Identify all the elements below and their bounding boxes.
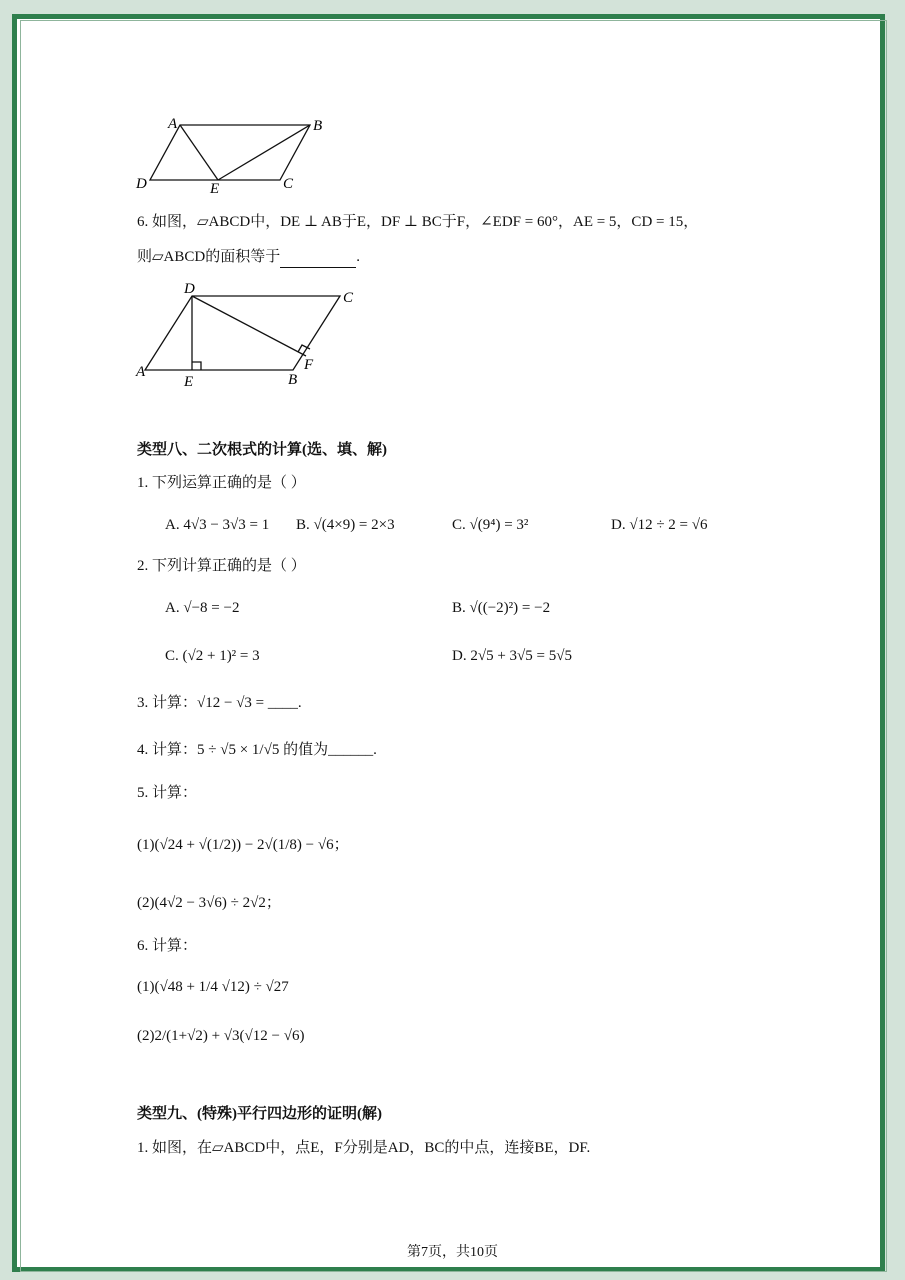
q6-period: . <box>356 249 360 265</box>
q6-line1 <box>137 212 698 232</box>
fig1-label-a: A <box>168 116 178 132</box>
fig2-right-angle-e <box>192 362 201 370</box>
s8q1-option-d[interactable]: D. √12 ÷ 2 = √6 <box>611 517 708 533</box>
fig2-label-a: A <box>136 364 146 380</box>
s8q4-stem: 4. 计算：5 ÷ √5 × 1/√5 的值为______. <box>137 742 377 758</box>
s8q6-part1: (1)(√48 + 1/4 √12) ÷ √27 <box>137 979 289 995</box>
s8q5-part1: (1)(√24 + √(1/2)) − 2√(1/8) − √6； <box>137 837 349 853</box>
s8q2-option-b[interactable]: B. √((−2)²) = −2 <box>452 600 551 616</box>
figure-parallelogram-2 <box>130 278 370 393</box>
s8q6-part2: (2)2/(1+√2) + √3(√12 − √6) <box>137 1028 305 1044</box>
q6-number: 6. <box>137 214 149 230</box>
s8q5-stem: 5. 计算： <box>137 785 198 801</box>
s8q2-stem: 2. 下列计算正确的是（ ） <box>137 558 306 574</box>
s8q5-part2: (2)(4√2 − 3√6) ÷ 2√2； <box>137 895 281 911</box>
section9-title: 类型九、(特殊)平行四边形的证明(解) <box>137 1106 382 1122</box>
fig1-label-d: D <box>136 176 147 192</box>
fig2-label-f: F <box>304 357 314 373</box>
page-frame <box>12 14 885 1272</box>
fig1-segment-be <box>218 125 310 180</box>
fig1-label-e: E <box>210 181 220 197</box>
s8q3-stem: 3. 计算：√12 − √3 = ____. <box>137 695 302 711</box>
section8-title: 类型八、二次根式的计算(选、填、解) <box>137 442 387 458</box>
s8q1-option-c[interactable]: C. √(9⁴) = 3² <box>452 517 529 533</box>
s8q2-option-d[interactable]: D. 2√5 + 3√5 = 5√5 <box>452 648 572 664</box>
fig2-label-e: E <box>184 374 194 390</box>
fig1-label-b: B <box>313 118 323 134</box>
page-number: 第7页，共10页 <box>407 1245 498 1260</box>
s8q1-option-a[interactable]: A. 4√3 − 3√3 = 1 <box>165 517 270 533</box>
q6-text2: 则▱ABCD的面积等于 <box>137 249 281 265</box>
figure-parallelogram-1 <box>130 110 340 200</box>
fig1-label-c: C <box>283 176 294 192</box>
fig1-parallelogram <box>150 125 310 180</box>
q6-text1: 如图，▱ABCD中，DE ⊥ AB于E，DF ⊥ BC于F，∠EDF = 60°，AE = 5，CD = 15， <box>152 214 699 230</box>
s8q1-stem: 1. 下列运算正确的是（ ） <box>137 475 306 491</box>
s8q2-option-c[interactable]: C. (√2 + 1)² = 3 <box>165 648 260 664</box>
s8q1-option-b[interactable]: B. √(4×9) = 2×3 <box>296 517 395 533</box>
s8q6-stem: 6. 计算： <box>137 938 198 954</box>
q6-answer-blank[interactable] <box>280 247 356 268</box>
fig2-label-d: D <box>184 281 195 297</box>
fig1-segment-ae <box>180 125 218 180</box>
fig2-segment-df <box>192 296 306 356</box>
fig2-label-c: C <box>343 290 354 306</box>
s8q2-option-a[interactable]: A. √−8 = −2 <box>165 600 240 616</box>
q6-line2 <box>137 247 360 268</box>
s9q1-stem: 1. 如图，在▱ABCD中，点E，F分别是AD，BC的中点，连接BE，DF. <box>137 1140 591 1156</box>
fig2-label-b: B <box>288 372 298 388</box>
